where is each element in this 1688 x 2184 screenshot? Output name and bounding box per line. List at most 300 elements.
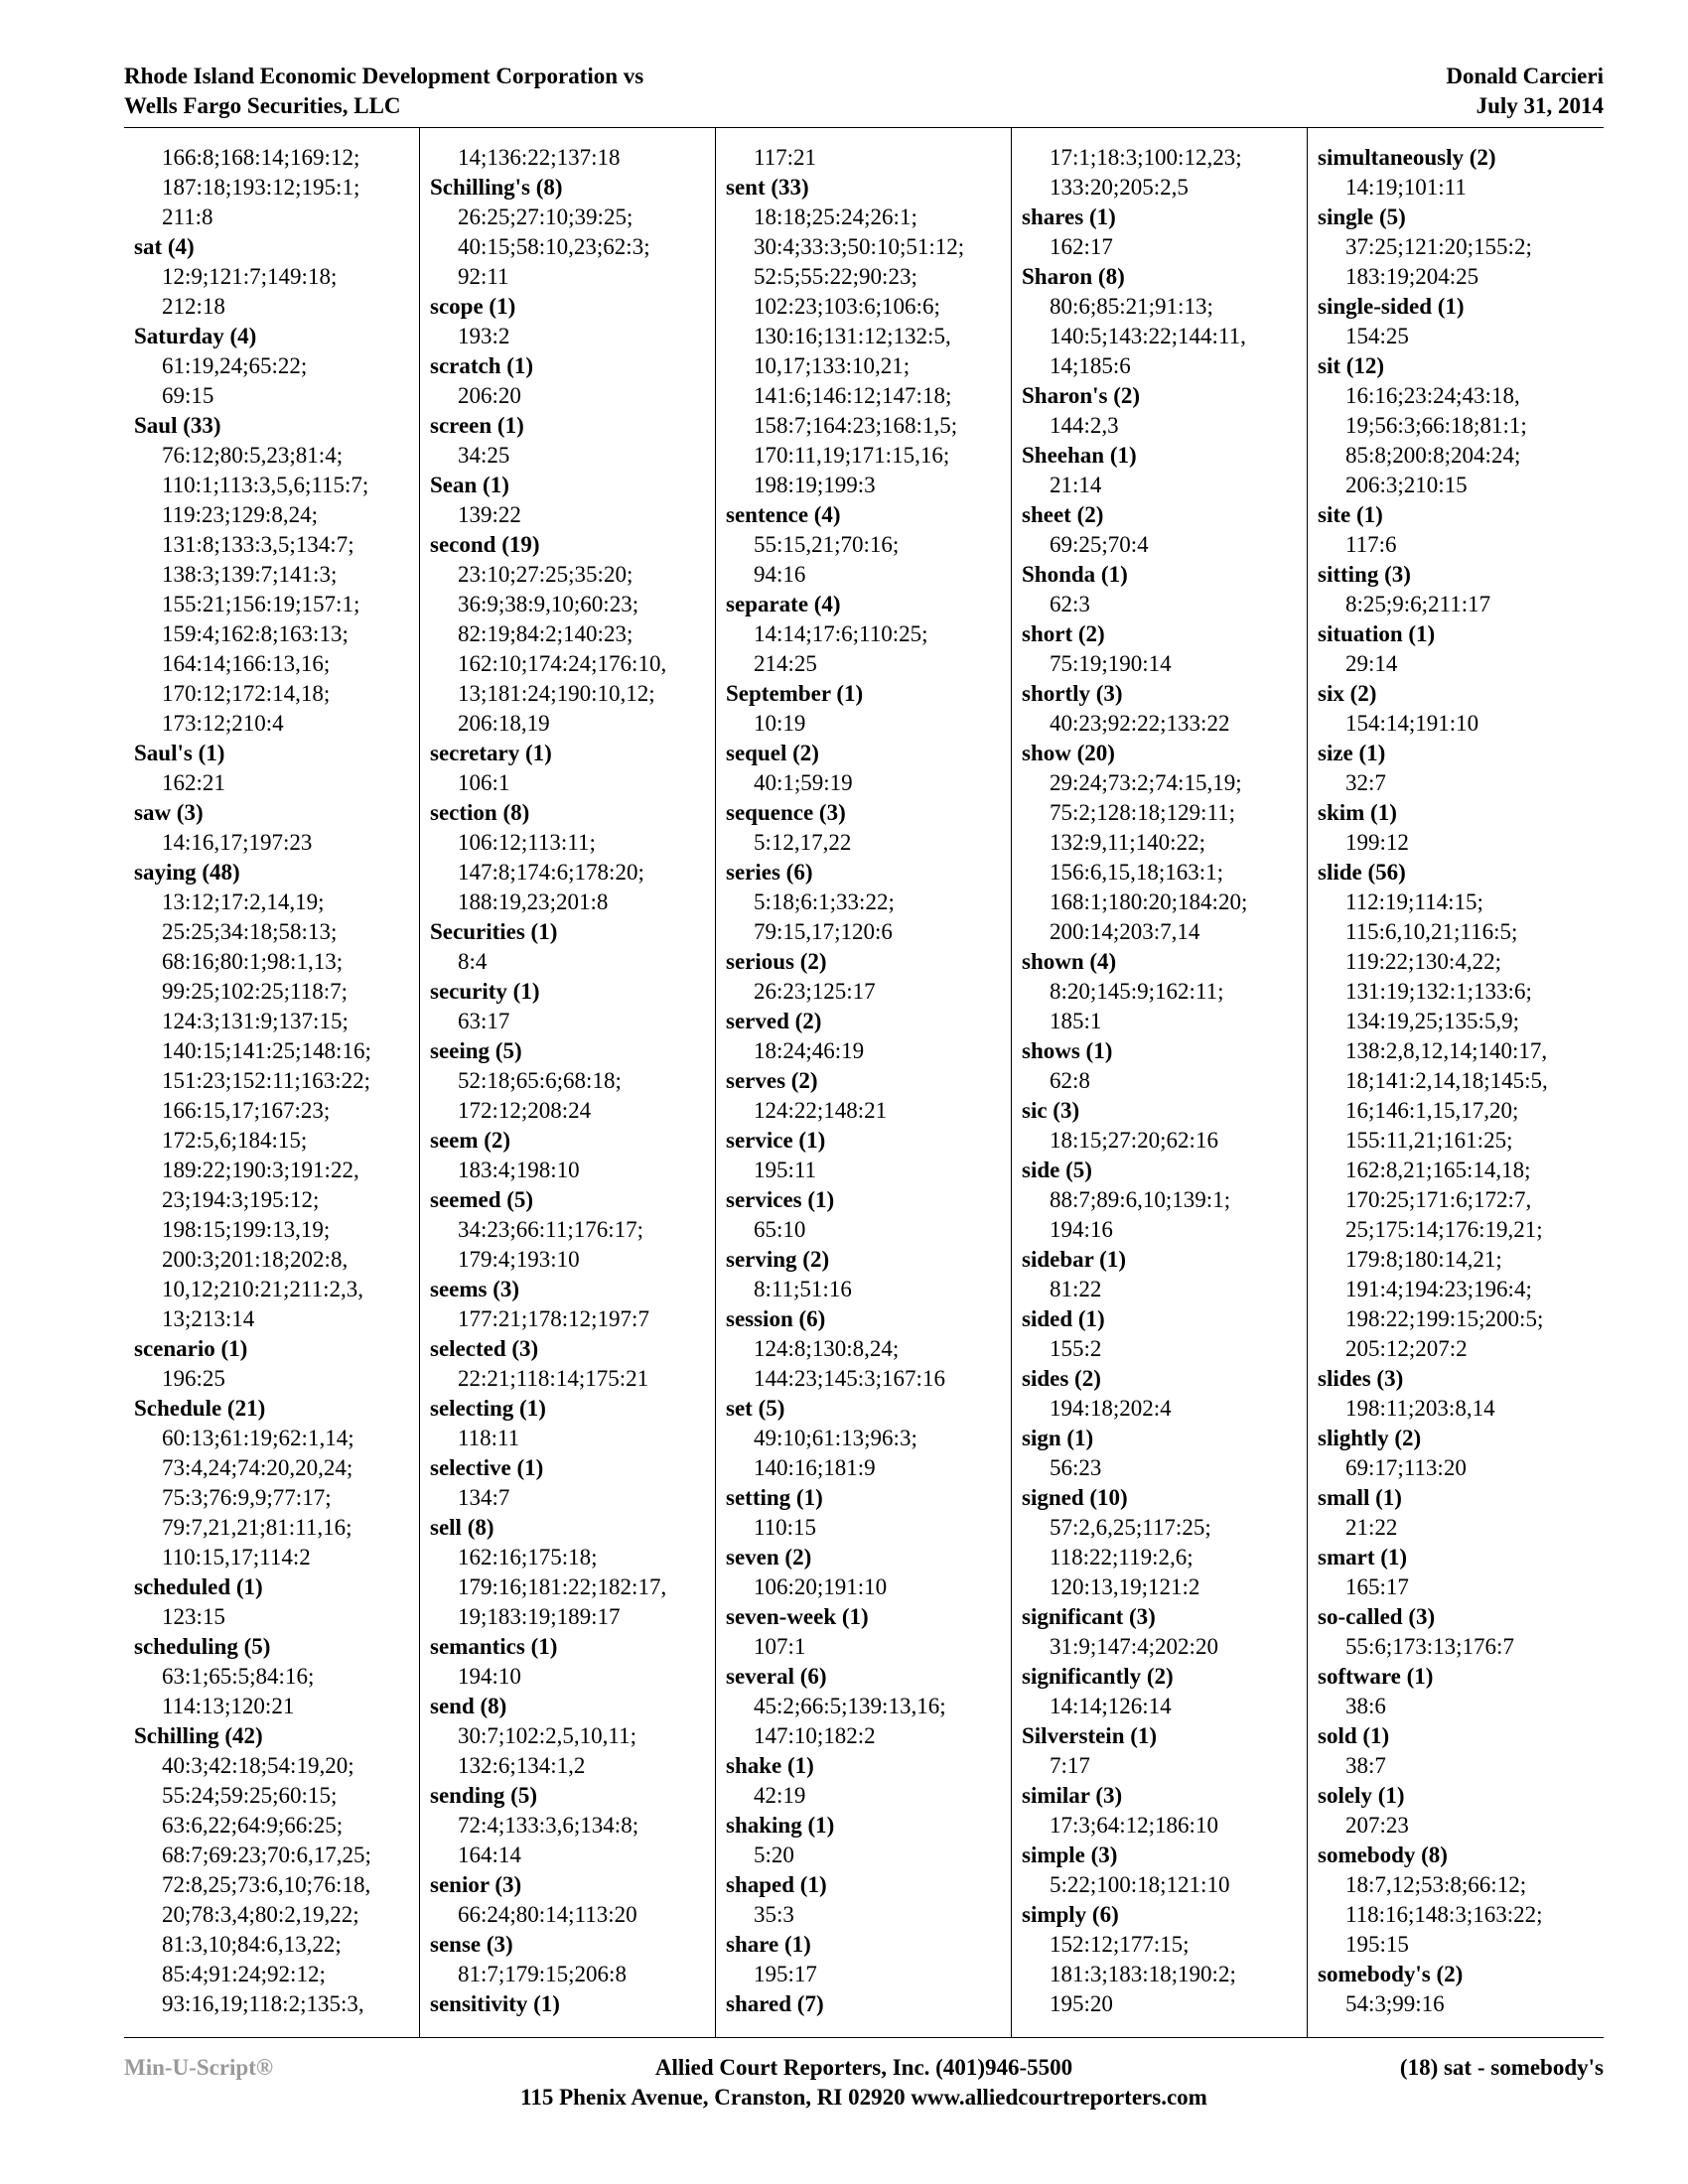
- index-page-refs: 8:25;9:6;211:17: [1345, 592, 1491, 616]
- index-term: Sheehan (1): [1022, 443, 1137, 468]
- index-page-refs: 110:15,17;114:2: [162, 1545, 311, 1570]
- index-page-refs: 124:22;148:21: [754, 1098, 888, 1123]
- index-page-refs: 112:19;114:15;: [1345, 889, 1483, 914]
- index-page-refs: 57:2,6,25;117:25;: [1050, 1515, 1211, 1540]
- index-term: second (19): [430, 532, 540, 557]
- index-term: section (8): [430, 800, 530, 825]
- index-term: shake (1): [726, 1753, 814, 1778]
- index-page-refs: 168:1;180:20;184:20;: [1050, 889, 1248, 914]
- index-page-refs: 144:23;145:3;167:16: [754, 1366, 945, 1391]
- index-term: semantics (1): [430, 1634, 558, 1659]
- index-page-refs: 23:10;27:25;35:20;: [458, 562, 633, 587]
- index-page-refs: 118:11: [458, 1426, 520, 1450]
- index-page-refs: 133:20;205:2,5: [1050, 175, 1189, 200]
- index-page-refs: 102:23;103:6;106:6;: [754, 294, 940, 319]
- index-page-refs: 25;175:14;176:19,21;: [1345, 1217, 1543, 1242]
- index-term: single (5): [1318, 205, 1406, 229]
- index-page-refs: 85:8;200:8;204:24;: [1345, 443, 1521, 468]
- index-term: service (1): [726, 1128, 826, 1153]
- index-page-refs: 40:1;59:19: [754, 770, 853, 795]
- index-term: small (1): [1318, 1485, 1402, 1510]
- index-page-refs: 8:11;51:16: [754, 1277, 852, 1301]
- page-footer: [124, 2053, 1604, 2132]
- index-term: scratch (1): [430, 353, 534, 378]
- index-term: scope (1): [430, 294, 516, 319]
- index-term: Schedule (21): [134, 1396, 266, 1421]
- index-page-refs: 188:19,23;201:8: [458, 889, 609, 914]
- index-term: shortly (3): [1022, 681, 1123, 706]
- index-page-refs: 158:7;164:23;168:1,5;: [754, 413, 958, 438]
- min-u-script-brand: Min-U-Script®: [124, 2055, 274, 2080]
- index-page-refs: 13:12;17:2,14,19;: [162, 889, 325, 914]
- index-page-refs: 140:15;141:25;148:16;: [162, 1038, 371, 1063]
- index-page-refs: 194:16: [1050, 1217, 1113, 1242]
- index-term: sell (8): [430, 1515, 494, 1540]
- index-page-refs: 40:23;92:22;133:22: [1050, 711, 1230, 736]
- index-term: sent (33): [726, 175, 809, 200]
- index-page-refs: 198:15;199:13,19;: [162, 1217, 331, 1242]
- index-page-refs: 38:7: [1345, 1753, 1386, 1778]
- index-page-refs: 21:14: [1050, 473, 1102, 497]
- word-index: [124, 127, 1604, 2037]
- index-page-refs: 61:19,24;65:22;: [162, 353, 308, 378]
- index-term: Saul (33): [134, 413, 221, 438]
- index-page-refs: 79:15,17;120:6: [754, 919, 893, 944]
- index-page-refs: 187:18;193:12;195:1;: [162, 175, 360, 200]
- index-term: situation (1): [1318, 621, 1436, 646]
- index-term: skim (1): [1318, 800, 1397, 825]
- index-page-refs: 14:14;126:14: [1050, 1694, 1172, 1718]
- index-term: shared (7): [726, 1991, 824, 2016]
- index-page-refs: 115:6,10,21;116:5;: [1345, 919, 1518, 944]
- index-page-refs: 183:4;198:10: [458, 1158, 580, 1182]
- index-page-refs: 131:8;133:3,5;134:7;: [162, 532, 354, 557]
- index-page-refs: 195:17: [754, 1962, 817, 1986]
- index-page-refs: 159:4;162:8;163:13;: [162, 621, 349, 646]
- index-column-1: [124, 127, 420, 2037]
- index-term: seven (2): [726, 1545, 812, 1570]
- index-page-refs: 17:1;18:3;100:12,23;: [1050, 145, 1242, 170]
- index-term: sided (1): [1022, 1306, 1105, 1331]
- index-page-refs: 166:15,17;167:23;: [162, 1098, 331, 1123]
- index-page-refs: 52:18;65:6;68:18;: [458, 1068, 622, 1093]
- index-page-refs: 63:17: [458, 1009, 510, 1033]
- index-page-refs: 177:21;178:12;197:7: [458, 1306, 649, 1331]
- index-page-refs: 162:16;175:18;: [458, 1545, 598, 1570]
- index-page-refs: 31:9;147:4;202:20: [1050, 1634, 1218, 1659]
- case-caption: [124, 62, 643, 121]
- index-page-refs: 81:7;179:15;206:8: [458, 1962, 627, 1986]
- deposition-date: July 31, 2014: [1476, 93, 1604, 118]
- index-page-refs: 119:23;129:8,24;: [162, 502, 318, 527]
- deponent-name: Donald Carcieri: [1446, 64, 1604, 88]
- index-page-refs: 162:21: [162, 770, 225, 795]
- index-term: send (8): [430, 1694, 507, 1718]
- index-term: selected (3): [430, 1336, 539, 1361]
- index-page-refs: 134:7: [458, 1485, 510, 1510]
- index-term: selecting (1): [430, 1396, 546, 1421]
- index-page-refs: 117:6: [1345, 532, 1397, 557]
- index-page-refs: 164:14;166:13,16;: [162, 651, 331, 676]
- index-page-refs: 173:12;210:4: [162, 711, 284, 736]
- index-page-refs: 55:15,21;70:16;: [754, 532, 900, 557]
- index-term: senior (3): [430, 1872, 522, 1897]
- index-term: scheduling (5): [134, 1634, 271, 1659]
- index-page-refs: 13;181:24;190:10,12;: [458, 681, 655, 706]
- index-page-refs: 76:12;80:5,23;81:4;: [162, 443, 344, 468]
- index-page-refs: 164:14: [458, 1843, 521, 1867]
- index-page-refs: 198:19;199:3: [754, 473, 876, 497]
- index-term: smart (1): [1318, 1545, 1408, 1570]
- index-page-refs: 154:25: [1345, 324, 1409, 348]
- deponent-info: [1446, 62, 1604, 121]
- index-page-refs: 38:6: [1345, 1694, 1386, 1718]
- index-term: significantly (2): [1022, 1664, 1174, 1689]
- index-page-refs: 131:19;132:1;133:6;: [1345, 979, 1532, 1004]
- index-page-refs: 18;141:2,14,18;145:5,: [1345, 1068, 1548, 1093]
- index-page-refs: 63:1;65:5;84:16;: [162, 1664, 315, 1689]
- index-term: single-sided (1): [1318, 294, 1465, 319]
- index-page-refs: 19;183:19;189:17: [458, 1604, 621, 1629]
- index-term: somebody's (2): [1318, 1962, 1464, 1986]
- index-term: serves (2): [726, 1068, 818, 1093]
- index-page-refs: 130:16;131:12;132:5,: [754, 324, 951, 348]
- index-page-refs: 206:18,19: [458, 711, 550, 736]
- index-page-refs: 172:12;208:24: [458, 1098, 592, 1123]
- index-page-refs: 18:24;46:19: [754, 1038, 865, 1063]
- footer-divider: [124, 2037, 1604, 2038]
- court-reporter-address: 115 Phenix Avenue, Cranston, RI 02920 www.alliedcourtreporters.com: [520, 2085, 1207, 2110]
- index-page-refs: 195:20: [1050, 1991, 1113, 2016]
- index-page-refs: 72:4;133:3,6;134:8;: [458, 1813, 639, 1838]
- index-term: set (5): [726, 1396, 785, 1421]
- index-page-refs: 94:16: [754, 562, 806, 587]
- index-page-refs: 82:19;84:2;140:23;: [458, 621, 633, 646]
- index-term: Sharon's (2): [1022, 383, 1141, 408]
- index-term: series (6): [726, 860, 813, 885]
- index-term: sidebar (1): [1022, 1247, 1126, 1272]
- index-page-refs: 35:3: [754, 1902, 794, 1927]
- index-page-refs: 193:2: [458, 324, 510, 348]
- page-range-label: (18) sat - somebody's: [1399, 2055, 1604, 2080]
- index-term: slide (56): [1318, 860, 1406, 885]
- index-term: seemed (5): [430, 1187, 534, 1212]
- index-column-4: [1012, 127, 1308, 2037]
- index-page-refs: 183:19;204:25: [1345, 264, 1479, 289]
- index-term: solely (1): [1318, 1783, 1405, 1808]
- index-page-refs: 196:25: [162, 1366, 225, 1391]
- index-term: Saturday (4): [134, 324, 257, 348]
- index-page-refs: 75:19;190:14: [1050, 651, 1172, 676]
- index-term: sequence (3): [726, 800, 846, 825]
- index-page-refs: 5:22;100:18;121:10: [1050, 1872, 1230, 1897]
- index-term: shaped (1): [726, 1872, 827, 1897]
- index-term: setting (1): [726, 1485, 823, 1510]
- index-term: sense (3): [430, 1932, 513, 1957]
- index-page-refs: 10,17;133:10,21;: [754, 353, 911, 378]
- index-page-refs: 25:25;34:18;58:13;: [162, 919, 338, 944]
- index-term: Schilling's (8): [430, 175, 563, 200]
- index-term: simple (3): [1022, 1843, 1118, 1867]
- index-page-refs: 166:8;168:14;169:12;: [162, 145, 360, 170]
- index-term: separate (4): [726, 592, 841, 616]
- index-term: seeing (5): [430, 1038, 522, 1063]
- index-page-refs: 99:25;102:25;118:7;: [162, 979, 348, 1004]
- index-page-refs: 194:10: [458, 1664, 521, 1689]
- index-page-refs: 14:14;17:6;110:25;: [754, 621, 928, 646]
- index-page-refs: 132:9,11;140:22;: [1050, 830, 1205, 855]
- index-term: screen (1): [430, 413, 524, 438]
- index-term: served (2): [726, 1009, 822, 1033]
- index-page-refs: 181:3;183:18;190:2;: [1050, 1962, 1236, 1986]
- index-page-refs: 40:3;42:18;54:19,20;: [162, 1753, 354, 1778]
- index-page-refs: 212:18: [162, 294, 225, 319]
- index-page-refs: 62:8: [1050, 1068, 1090, 1093]
- index-page-refs: 14;185:6: [1050, 353, 1131, 378]
- index-page-refs: 179:4;193:10: [458, 1247, 580, 1272]
- index-term: sat (4): [134, 234, 195, 259]
- index-page-refs: 23;194:3;195:12;: [162, 1187, 320, 1212]
- index-term: sheet (2): [1022, 502, 1104, 527]
- index-term: sides (2): [1022, 1366, 1101, 1391]
- index-page-refs: 29:14: [1345, 651, 1398, 676]
- index-page-refs: 5:18;6:1;33:22;: [754, 889, 895, 914]
- index-page-refs: 65:10: [754, 1217, 806, 1242]
- index-term: slides (3): [1318, 1366, 1404, 1391]
- index-page-refs: 123:15: [162, 1604, 225, 1629]
- index-page-refs: 170:12;172:14,18;: [162, 681, 331, 706]
- index-page-refs: 88:7;89:6,10;139:1;: [1050, 1187, 1231, 1212]
- index-term: sign (1): [1022, 1426, 1094, 1450]
- index-term: Sharon (8): [1022, 264, 1125, 289]
- index-page-refs: 55:24;59:25;60:15;: [162, 1783, 338, 1808]
- index-page-refs: 139:22: [458, 502, 521, 527]
- index-term: Securities (1): [430, 919, 558, 944]
- index-page-refs: 207:23: [1345, 1813, 1409, 1838]
- index-term: September (1): [726, 681, 864, 706]
- index-page-refs: 10:19: [754, 711, 806, 736]
- index-page-refs: 34:25: [458, 443, 510, 468]
- index-page-refs: 134:19,25;135:5,9;: [1345, 1009, 1520, 1033]
- index-term: shown (4): [1022, 949, 1117, 974]
- index-term: size (1): [1318, 741, 1386, 765]
- index-page-refs: 155:11,21;161:25;: [1345, 1128, 1513, 1153]
- index-page-refs: 155:21;156:19;157:1;: [162, 592, 360, 616]
- index-page-refs: 214:25: [754, 651, 817, 676]
- index-page-refs: 205:12;207:2: [1345, 1336, 1468, 1361]
- index-term: Schilling (42): [134, 1723, 263, 1748]
- index-term: simultaneously (2): [1318, 145, 1496, 170]
- index-term: sequel (2): [726, 741, 819, 765]
- index-page-refs: 10,12;210:21;211:2,3,: [162, 1277, 363, 1301]
- index-page-refs: 106:12;113:11;: [458, 830, 596, 855]
- index-term: somebody (8): [1318, 1843, 1448, 1867]
- index-page-refs: 30:7;102:2,5,10,11;: [458, 1723, 636, 1748]
- index-page-refs: 114:13;120:21: [162, 1694, 295, 1718]
- index-page-refs: 162:8,21;165:14,18;: [1345, 1158, 1531, 1182]
- index-term: Sean (1): [430, 473, 509, 497]
- index-page-refs: 17:3;64:12;186:10: [1050, 1813, 1218, 1838]
- index-column-2: [420, 127, 716, 2037]
- index-page-refs: 40:15;58:10,23;62:3;: [458, 234, 650, 259]
- index-term: scenario (1): [134, 1336, 248, 1361]
- index-page-refs: 29:24;73:2;74:15,19;: [1050, 770, 1242, 795]
- index-page-refs: 119:22;130:4,22;: [1345, 949, 1501, 974]
- index-page-refs: 154:14;191:10: [1345, 711, 1479, 736]
- index-page-refs: 32:7: [1345, 770, 1386, 795]
- index-page-refs: 79:7,21,21;81:11,16;: [162, 1515, 352, 1540]
- index-page-refs: 170:25;171:6;172:7,: [1345, 1187, 1532, 1212]
- index-page-refs: 54:3;99:16: [1345, 1991, 1445, 2016]
- index-page-refs: 56:23: [1050, 1455, 1102, 1480]
- index-term: serving (2): [726, 1247, 830, 1272]
- index-page-refs: 162:10;174:24;176:10,: [458, 651, 667, 676]
- index-page-refs: 200:3;201:18;202:8,: [162, 1247, 349, 1272]
- index-page-refs: 52:5;55:22;90:23;: [754, 264, 917, 289]
- index-term: shows (1): [1022, 1038, 1113, 1063]
- index-page-refs: 69:25;70:4: [1050, 532, 1149, 557]
- case-caption-line-2: Wells Fargo Securities, LLC: [124, 93, 401, 118]
- index-page-refs: 85:4;91:24;92:12;: [162, 1962, 326, 1986]
- index-term: sitting (3): [1318, 562, 1411, 587]
- index-page-refs: 62:3: [1050, 592, 1090, 616]
- index-page-refs: 140:16;181:9: [754, 1455, 876, 1480]
- index-page-refs: 73:4,24;74:20,20,24;: [162, 1455, 353, 1480]
- index-page-refs: 156:6,15,18;163:1;: [1050, 860, 1224, 885]
- index-term: serious (2): [726, 949, 827, 974]
- index-term: similar (3): [1022, 1783, 1123, 1808]
- index-term: share (1): [726, 1932, 811, 1957]
- index-page-refs: 20;78:3,4;80:2,19,22;: [162, 1902, 359, 1927]
- index-page-refs: 69:15: [162, 383, 214, 408]
- index-page-refs: 14:16,17;197:23: [162, 830, 313, 855]
- index-page-refs: 155:2: [1050, 1336, 1102, 1361]
- index-page-refs: 195:15: [1345, 1932, 1409, 1957]
- index-term: seems (3): [430, 1277, 520, 1301]
- index-term: side (5): [1022, 1158, 1092, 1182]
- index-term: simply (6): [1022, 1902, 1119, 1927]
- index-term: several (6): [726, 1664, 827, 1689]
- index-term: sending (5): [430, 1783, 537, 1808]
- index-page-refs: 132:6;134:1,2: [458, 1753, 586, 1778]
- index-page-refs: 69:17;113:20: [1345, 1455, 1467, 1480]
- index-page-refs: 198:22;199:15;200:5;: [1345, 1306, 1544, 1331]
- court-reporter-info: [124, 2053, 1604, 2113]
- index-page-refs: 21:22: [1345, 1515, 1398, 1540]
- index-page-refs: 66:24;80:14;113:20: [458, 1902, 637, 1927]
- index-page-refs: 206:20: [458, 383, 521, 408]
- index-page-refs: 206:3;210:15: [1345, 473, 1468, 497]
- index-page-refs: 26:25;27:10;39:25;: [458, 205, 633, 229]
- index-page-refs: 152:12;177:15;: [1050, 1932, 1190, 1957]
- index-page-refs: 138:2,8,12,14;140:17,: [1345, 1038, 1548, 1063]
- index-page-refs: 189:22;190:3;191:22,: [162, 1158, 359, 1182]
- index-page-refs: 194:18;202:4: [1050, 1396, 1172, 1421]
- index-page-refs: 5:12,17,22: [754, 830, 852, 855]
- index-page-refs: 124:3;131:9;137:15;: [162, 1009, 349, 1033]
- index-page-refs: 110:1;113:3,5,6;115:7;: [162, 473, 369, 497]
- index-page-refs: 211:8: [162, 205, 213, 229]
- index-page-refs: 55:6;173:13;176:7: [1345, 1634, 1514, 1659]
- index-term: Silverstein (1): [1022, 1723, 1158, 1748]
- index-term: so-called (3): [1318, 1604, 1436, 1629]
- case-caption-line-1: Rhode Island Economic Development Corporation vs: [124, 64, 644, 88]
- index-term: shaking (1): [726, 1813, 835, 1838]
- index-page-refs: 75:3;76:9,9;77:17;: [162, 1485, 332, 1510]
- index-page-refs: 16:16;23:24;43:18,: [1345, 383, 1520, 408]
- index-page-refs: 8:20;145:9;162:11;: [1050, 979, 1224, 1004]
- index-page-refs: 63:6,22;64:9;66:25;: [162, 1813, 344, 1838]
- index-page-refs: 7:17: [1050, 1753, 1090, 1778]
- index-page-refs: 179:8;180:14,21;: [1345, 1247, 1502, 1272]
- index-page-refs: 199:12: [1345, 830, 1409, 855]
- index-page-refs: 37:25;121:20;155:2;: [1345, 234, 1532, 259]
- index-term: services (1): [726, 1187, 835, 1212]
- index-page-refs: 200:14;203:7,14: [1050, 919, 1200, 944]
- index-page-refs: 13;213:14: [162, 1306, 255, 1331]
- index-page-refs: 60:13;61:19;62:1,14;: [162, 1426, 354, 1450]
- index-page-refs: 18:15;27:20;62:16: [1050, 1128, 1218, 1153]
- index-page-refs: 5:20: [754, 1843, 794, 1867]
- index-page-refs: 106:20;191:10: [754, 1574, 888, 1599]
- index-page-refs: 75:2;128:18;129:11;: [1050, 800, 1235, 825]
- index-term: significant (3): [1022, 1604, 1156, 1629]
- index-page-refs: 16;146:1,15,17,20;: [1345, 1098, 1519, 1123]
- index-page-refs: 120:13,19;121:2: [1050, 1574, 1200, 1599]
- index-page-refs: 110:15: [754, 1515, 817, 1540]
- index-column-5: [1308, 127, 1604, 2037]
- index-term: Saul's (1): [134, 741, 225, 765]
- index-page-refs: 72:8,25;73:6,10;76:18,: [162, 1872, 371, 1897]
- index-page-refs: 8:4: [458, 949, 488, 974]
- index-page-refs: 141:6;146:12;147:18;: [754, 383, 952, 408]
- index-page-refs: 92:11: [458, 264, 509, 289]
- index-page-refs: 45:2;66:5;139:13,16;: [754, 1694, 946, 1718]
- index-term: sentence (4): [726, 502, 841, 527]
- index-page-refs: 140:5;143:22;144:11,: [1050, 324, 1246, 348]
- index-page-refs: 165:17: [1345, 1574, 1409, 1599]
- index-term: Shonda (1): [1022, 562, 1128, 587]
- index-page-refs: 144:2,3: [1050, 413, 1119, 438]
- index-page-refs: 172:5,6;184:15;: [162, 1128, 308, 1153]
- index-term: secretary (1): [430, 741, 552, 765]
- index-term: signed (10): [1022, 1485, 1128, 1510]
- index-page-refs: 118:22;119:2,6;: [1050, 1545, 1194, 1570]
- index-page-refs: 34:23;66:11;176:17;: [458, 1217, 643, 1242]
- index-page-refs: 36:9;38:9,10;60:23;: [458, 592, 639, 616]
- index-term: shares (1): [1022, 205, 1116, 229]
- index-page-refs: 147:10;182:2: [754, 1723, 876, 1748]
- index-page-refs: 14:19;101:11: [1345, 175, 1467, 200]
- index-page-refs: 147:8;174:6;178:20;: [458, 860, 644, 885]
- index-term: seem (2): [430, 1128, 511, 1153]
- index-page-refs: 185:1: [1050, 1009, 1102, 1033]
- index-term: sensitivity (1): [430, 1991, 560, 2016]
- index-term: sold (1): [1318, 1723, 1390, 1748]
- index-page-refs: 124:8;130:8,24;: [754, 1336, 900, 1361]
- index-page-refs: 93:16,19;118:2;135:3,: [162, 1991, 364, 2016]
- page-header: [124, 62, 1604, 121]
- index-page-refs: 179:16;181:22;182:17,: [458, 1574, 667, 1599]
- index-page-refs: 30:4;33:3;50:10;51:12;: [754, 234, 965, 259]
- index-page-refs: 81:3,10;84:6,13,22;: [162, 1932, 342, 1957]
- index-page-refs: 162:17: [1050, 234, 1113, 259]
- index-page-refs: 80:6;85:21;91:13;: [1050, 294, 1213, 319]
- index-page-refs: 191:4;194:23;196:4;: [1345, 1277, 1532, 1301]
- index-term: sic (3): [1022, 1098, 1080, 1123]
- index-page-refs: 138:3;139:7;141:3;: [162, 562, 338, 587]
- index-page-refs: 117:21: [754, 145, 817, 170]
